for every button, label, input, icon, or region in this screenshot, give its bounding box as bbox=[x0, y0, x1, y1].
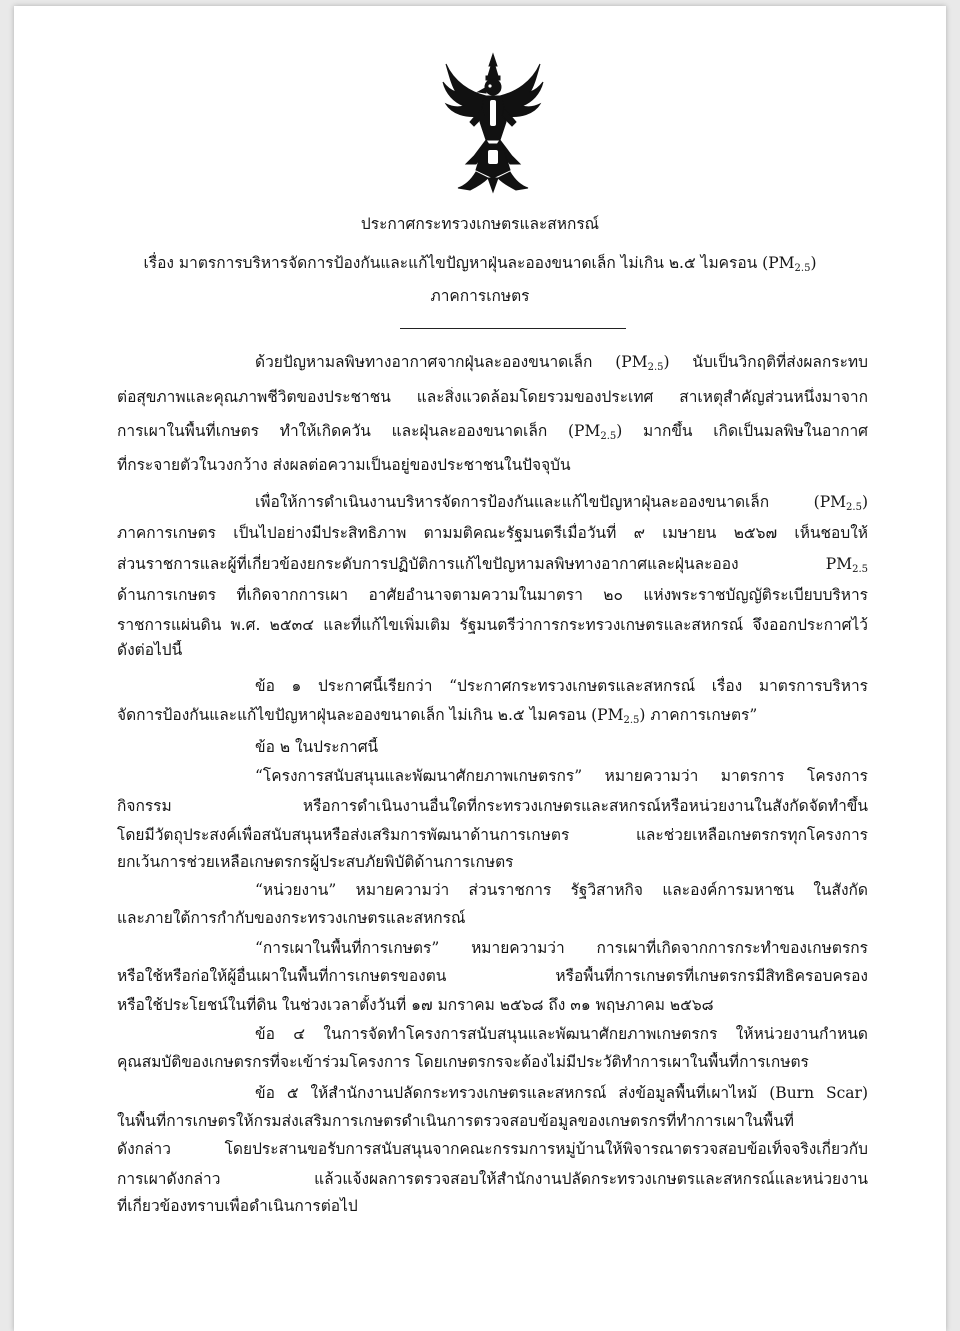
line-text: ที่เกี่ยวข้องทราบเพื่อดำเนินการต่อไป bbox=[117, 1197, 358, 1215]
line-text: ) ภาคการเกษตร” bbox=[639, 706, 758, 724]
body-line bbox=[255, 737, 868, 757]
body-line bbox=[117, 615, 868, 635]
body-line bbox=[117, 908, 868, 928]
line-text: ในพื้นที่การเกษตรให้กรมส่งเสริมการเกษตรดำเนินการตรวจสอบข้อมูลของเกษตรกรที่ทำการเผาในพื้นที่ bbox=[117, 1112, 795, 1130]
body-line bbox=[255, 766, 868, 786]
line-text: “การเผาในพื้นที่การเกษตร” หมายความว่า การเผาที่เกิดจากการกระทำของเกษตรกร bbox=[255, 939, 868, 957]
body-line bbox=[117, 995, 868, 1015]
line-text: และภายใต้การกำกับของกระทรวงเกษตรและสหกรณ์ bbox=[117, 909, 466, 927]
line-text: ข้อ ๑ ประกาศนี้เรียกว่า “ประกาศกระทรวงเกษตรและสหกรณ์ เรื่อง มาตรการบริหาร bbox=[255, 677, 868, 695]
subject-text: เรื่อง มาตรการบริหารจัดการป้องกันและแก้ไขปัญหาฝุ่นละอองขนาดเล็ก ไม่เกิน ๒.๕ ไมครอน (PM bbox=[143, 254, 795, 272]
subject-subscript: 2.5 bbox=[794, 263, 811, 274]
line-text: ราชการแผ่นดิน พ.ศ. ๒๕๓๔ และที่แก้ไขเพิ่มเติม รัฐมนตรีว่าการกระทรวงเกษตรและสหกรณ์ จึงออกประกาศไว้ bbox=[117, 616, 868, 634]
header-divider bbox=[400, 328, 626, 329]
pm-subscript: 2.5 bbox=[852, 564, 868, 575]
body-line bbox=[117, 455, 868, 475]
body-line bbox=[255, 352, 868, 378]
body-line bbox=[255, 1083, 868, 1103]
document-subject bbox=[0, 252, 960, 280]
document-page bbox=[14, 6, 946, 1331]
body-line bbox=[117, 1052, 868, 1072]
garuda-emblem-icon bbox=[440, 52, 546, 194]
body-line bbox=[117, 852, 868, 872]
line-text: คุณสมบัติของเกษตรกรที่จะเข้าร่วมโครงการ โดยเกษตรกรจะต้องไม่มีประวัติทำการเผาในพื้นที่การเกษตร bbox=[117, 1053, 809, 1071]
body-line bbox=[255, 492, 868, 518]
pm-subscript: 2.5 bbox=[600, 431, 617, 442]
body-line bbox=[117, 1169, 868, 1189]
body-line bbox=[117, 640, 868, 660]
body-line bbox=[117, 387, 868, 407]
document-title: ประกาศกระทรวงเกษตรและสหกรณ์ bbox=[360, 215, 600, 233]
line-text: เพื่อให้การดำเนินงานบริหารจัดการป้องกันและแก้ไขปัญหาฝุ่นละอองขนาดเล็ก (PM bbox=[255, 493, 847, 511]
line-text: ดังกล่าว โดยประสานขอรับการสนับสนุนจากคณะกรรมการหมู่บ้านให้พิจารณาตรวจสอบข้อเท็จจริงเกี่ยวกับ bbox=[117, 1140, 868, 1158]
line-text: ที่กระจายตัวในวงกว้าง ส่งผลต่อความเป็นอยู่ของประชาชนในปัจจุบัน bbox=[117, 456, 571, 474]
line-text: ข้อ ๒ ในประกาศนี้ bbox=[255, 738, 379, 756]
line-text: หรือใช้ประโยชน์ในที่ดิน ในช่วงเวลาตั้งวันที่ ๑๗ มกราคม ๒๕๖๘ ถึง ๓๑ พฤษภาคม ๒๕๖๘ bbox=[117, 996, 714, 1014]
line-text: ดังต่อไปนี้ bbox=[117, 641, 183, 659]
line-text: “โครงการสนับสนุนและพัฒนาศักยภาพเกษตรกร” หมายความว่า มาตรการ โครงการ bbox=[255, 767, 868, 785]
line-text: การเผาในพื้นที่เกษตร ทำให้เกิดควัน และฝุ่นละอองขนาดเล็ก (PM bbox=[117, 422, 601, 440]
body-line bbox=[117, 523, 868, 543]
line-text: จัดการป้องกันและแก้ไขปัญหาฝุ่นละอองขนาดเล็ก ไม่เกิน ๒.๕ ไมครอน (PM bbox=[117, 706, 624, 724]
document-sector: ภาคการเกษตร bbox=[430, 287, 530, 305]
pm-subscript: 2.5 bbox=[846, 502, 862, 513]
pm-subscript: 2.5 bbox=[647, 362, 664, 373]
body-line bbox=[117, 585, 868, 605]
body-line bbox=[117, 1196, 868, 1216]
body-line bbox=[117, 421, 868, 447]
line-text: ) bbox=[861, 493, 868, 511]
line-text: ข้อ ๕ ให้สำนักงานปลัดกระทรวงเกษตรและสหกรณ์ ส่งข้อมูลพื้นที่เผาไหม้ (Burn Scar) bbox=[255, 1084, 868, 1102]
line-text: ) มากขึ้น เกิดเป็นมลพิษในอากาศ bbox=[616, 422, 868, 440]
body-line bbox=[255, 1024, 868, 1044]
line-text: โดยมีวัตถุประสงค์เพื่อสนับสนุนหรือส่งเสริมการพัฒนาด้านการเกษตร และช่วยเหลือเกษตรกรทุกโครงการ bbox=[117, 826, 868, 844]
body-line bbox=[117, 825, 868, 845]
line-text: ด้วยปัญหามลพิษทางอากาศจากฝุ่นละอองขนาดเล็ก (PM bbox=[255, 353, 648, 371]
body-line bbox=[255, 880, 868, 900]
line-text: ด้านการเกษตร ที่เกิดจากการเผา อาศัยอำนาจตามความในมาตรา ๒๐ แห่งพระราชบัญญัติระเบียบบริหาร bbox=[117, 586, 868, 604]
body-line bbox=[117, 554, 868, 580]
line-text: “หน่วยงาน” หมายความว่า ส่วนราชการ รัฐวิสาหกิจ และองค์การมหาชน ในสังกัด bbox=[255, 881, 868, 899]
line-text: กิจกรรม หรือการดำเนินงานอื่นใดที่กระทรวงเกษตรและสหกรณ์หรือหน่วยงานในสังกัดจัดทำขึ้น bbox=[117, 797, 868, 815]
body-line bbox=[255, 676, 868, 696]
body-line bbox=[117, 966, 868, 986]
line-text: ) นับเป็นวิกฤติที่ส่งผลกระทบ bbox=[663, 353, 868, 371]
line-text: หรือใช้หรือก่อให้ผู้อื่นเผาในพื้นที่การเกษตรของตน หรือพื้นที่การเกษตรที่เกษตรกรมีสิทธิครอบครอง bbox=[117, 967, 868, 985]
line-text: การเผาดังกล่าว แล้วแจ้งผลการตรวจสอบให้สำนักงานปลัดกระทรวงเกษตรและสหกรณ์และหน่วยงาน bbox=[117, 1170, 868, 1188]
body-line bbox=[255, 938, 868, 958]
body-line bbox=[117, 705, 868, 731]
line-text: ยกเว้นการช่วยเหลือเกษตรกรผู้ประสบภัยพิบัติด้านการเกษตร bbox=[117, 853, 514, 871]
line-text: ต่อสุขภาพและคุณภาพชีวิตของประชาชน และสิ่งแวดล้อมโดยรวมของประเทศ สาเหตุสำคัญส่วนหนึ่งมาจาก bbox=[117, 388, 868, 406]
body-line bbox=[117, 1111, 868, 1131]
line-text: ภาคการเกษตร เป็นไปอย่างมีประสิทธิภาพ ตามมติคณะรัฐมนตรีเมื่อวันที่ ๙ เมษายน ๒๕๖๗ เห็นชอบให้ bbox=[117, 524, 868, 542]
pm-subscript: 2.5 bbox=[623, 715, 640, 726]
body-line bbox=[117, 796, 868, 816]
line-text: ข้อ ๔ ในการจัดทำโครงการสนับสนุนและพัฒนาศักยภาพเกษตรกร ให้หน่วยงานกำหนด bbox=[255, 1025, 868, 1043]
body-line bbox=[117, 1139, 868, 1159]
line-text: ส่วนราชการและผู้ที่เกี่ยวข้องยกระดับการปฏิบัติการแก้ไขปัญหามลพิษทางอากาศและฝุ่นละออง PM bbox=[117, 555, 853, 573]
subject-end: ) bbox=[810, 254, 817, 272]
